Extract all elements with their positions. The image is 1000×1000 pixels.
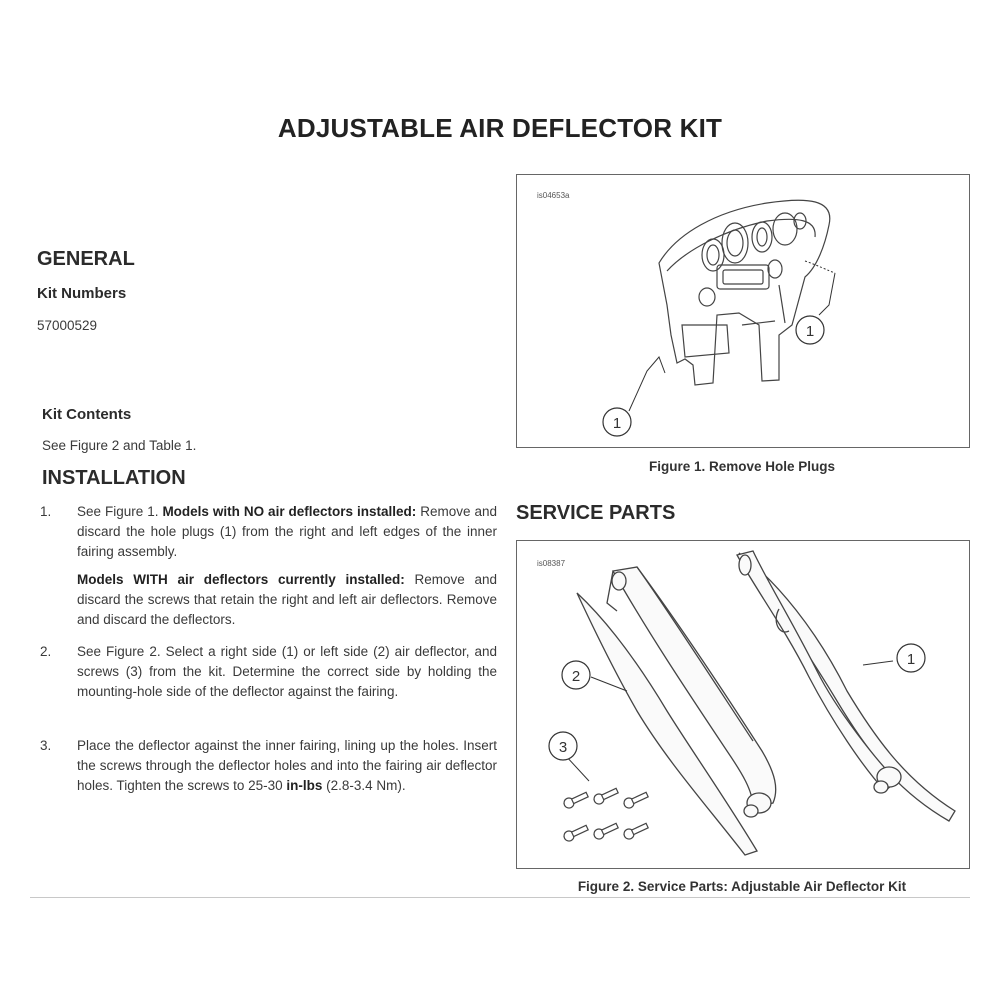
figure-code: is04653a (537, 191, 570, 200)
screws (562, 786, 649, 843)
kit-number: 57000529 (37, 318, 98, 333)
figure-2-box (516, 540, 970, 869)
figure-1-box (516, 174, 970, 448)
service-parts-heading: SERVICE PARTS (516, 502, 676, 524)
figure-code: is08387 (537, 559, 566, 568)
step-text: See Figure 2. Select a right side (1) or left side (2) air deflector, and screws (3) from the kit. Determine the correct side by holding the mounting-hole side of the deflector against the fairing. (77, 644, 497, 699)
general-heading: GENERAL (37, 248, 135, 270)
figure-1-caption: Figure 1. Remove Hole Plugs (648, 459, 836, 474)
callout-3 (549, 732, 577, 760)
document-title: ADJUSTABLE AIR DEFLECTOR KIT (277, 113, 723, 143)
step-text: See Figure 1. Models with NO air deflectors installed: Remove and discard the hole plugs (1) from the right and left edges of the inner fairing assembly. (77, 504, 498, 559)
svg-text:1: 1 (612, 415, 622, 432)
callout-2 (562, 661, 590, 689)
kit-numbers-heading: Kit Numbers (37, 285, 127, 302)
fairing-illustration (517, 175, 969, 447)
installation-step-2 (40, 642, 500, 732)
callout-1-left (603, 408, 631, 436)
callout-1 (897, 644, 925, 672)
installation-step-1 (40, 502, 500, 632)
step-subtext: Models WITH air deflectors currently installed: Remove and discard the screws that retain the right and left air deflectors. Remove and discard the deflectors. (77, 572, 497, 627)
svg-text:3: 3 (558, 739, 568, 756)
bottom-divider (30, 897, 970, 898)
step-number: 3. (40, 738, 52, 753)
kit-contents-heading: Kit Contents (42, 406, 132, 423)
kit-contents-text: See Figure 2 and Table 1. (42, 438, 197, 453)
step-number: 1. (40, 504, 52, 519)
svg-text:2: 2 (571, 668, 581, 685)
svg-text:1: 1 (906, 651, 916, 668)
figure-2-caption: Figure 2. Service Parts: Adjustable Air Deflector Kit (577, 879, 907, 894)
svg-text:1: 1 (805, 323, 815, 340)
step-number: 2. (40, 644, 52, 659)
callout-1-right (796, 316, 824, 344)
installation-step-3 (40, 736, 500, 826)
step-text: Place the deflector against the inner fairing, lining up the holes. Insert the screws through the deflector holes and into the fairing air deflector holes. Tighten the screws to 25-30 in-lbs (2.8-3.4 Nm). (77, 738, 497, 793)
deflectors-illustration (517, 541, 969, 868)
installation-heading: INSTALLATION (42, 467, 186, 489)
